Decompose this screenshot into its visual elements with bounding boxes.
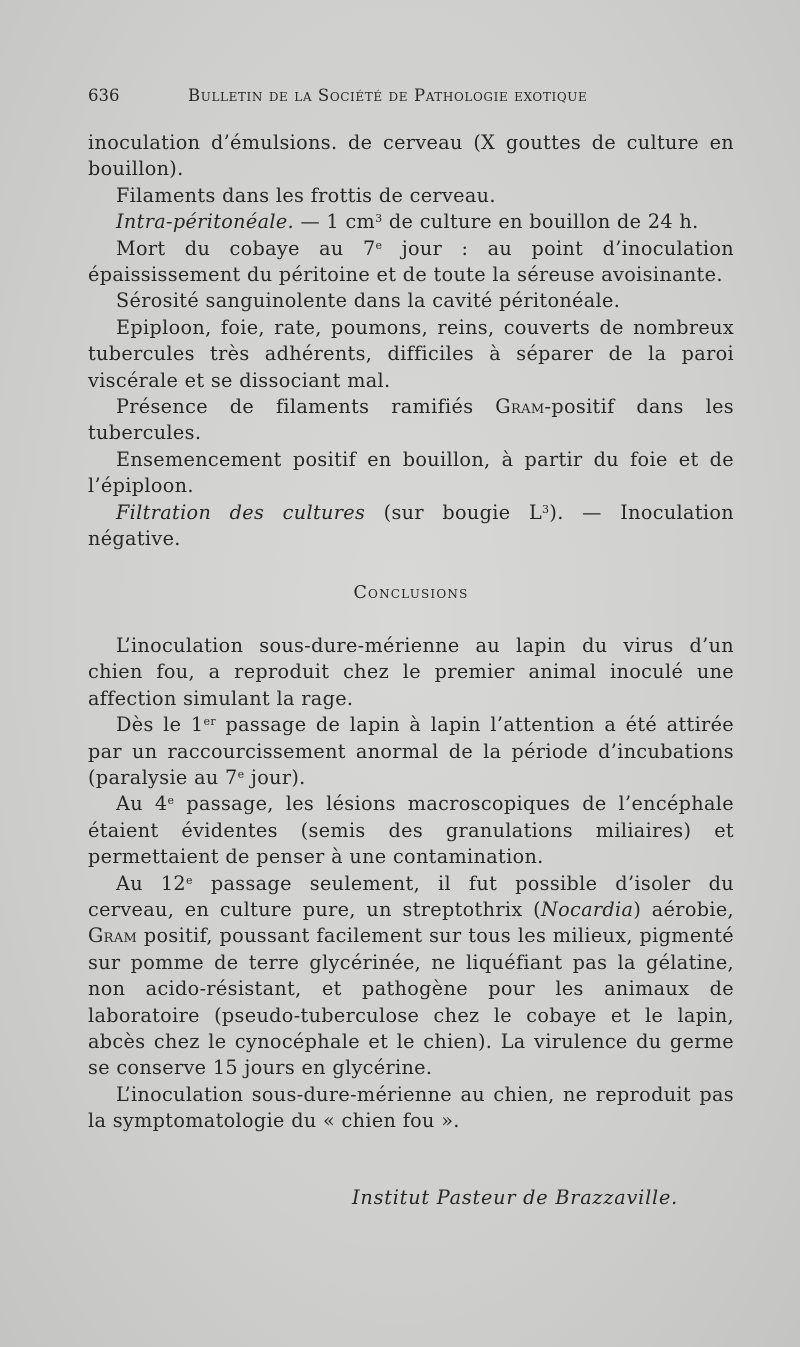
- paragraph: [88, 712, 734, 791]
- running-head: [88, 86, 736, 110]
- superscript: e: [237, 767, 245, 781]
- journal-title: Bulletin de la Société de Pathologie exotique: [188, 86, 588, 105]
- paragraph: [88, 394, 734, 447]
- paragraph-text: positif, poussant facilement sur tous les milieux, pigmenté sur pomme de terre glycérinée, ne liquéfiant pas la gélatine, non acido-résistant, et pathogène pour les animaux de laboratoire (pseudo-tuberculose chez le cobaye et le lapin, abcès chez le cynocéphale et le chien). La virulence du germe se conserve 15 jours en glycérine.: [88, 924, 734, 1080]
- paragraph-text: inoculation d’émulsions. de cerveau (X gouttes de culture en bouillon).: [88, 131, 734, 181]
- paragraph-text: Filaments dans les frottis de cerveau.: [116, 183, 496, 207]
- paragraph-text: (sur bougie L: [365, 500, 543, 524]
- paragraph: [88, 130, 734, 183]
- paragraph-text: ). — Inoculation négative.: [88, 500, 734, 551]
- paragraph-text: passage seulement, il fut possible d’isoler du cerveau, en culture pure, un streptothrix (: [88, 871, 734, 921]
- route-label: Intra-péritonéale.: [116, 210, 294, 234]
- small-caps-text: Gram: [495, 395, 545, 419]
- page-number: 636: [88, 86, 120, 105]
- paragraph-text: Mort du cobaye au 7: [116, 236, 376, 260]
- article-body: [88, 130, 734, 1211]
- superscript: er: [203, 715, 216, 729]
- small-caps-text: Gram: [88, 924, 138, 948]
- paragraph-text: Ensemencement positif en bouillon, à partir du foie et de l’épiploon.: [88, 447, 734, 498]
- paragraph-text: jour).: [244, 765, 306, 789]
- paragraph-text: — 1 cm: [294, 210, 376, 234]
- species-name: Nocardia: [540, 897, 634, 921]
- paragraph-text: -positif dans les tubercules.: [88, 395, 734, 445]
- paragraph-text: L’inoculation sous-dure-mérienne au chien, ne reproduit pas la symptomatologie du « chien fou ».: [88, 1082, 734, 1133]
- paragraph-text: Au 4: [116, 792, 168, 816]
- paragraph: [88, 791, 734, 870]
- superscript: e: [186, 873, 193, 887]
- superscript: e: [167, 794, 175, 808]
- paragraph-text: de culture en bouillon de 24 h.: [382, 210, 699, 234]
- superscript: 3: [375, 212, 383, 226]
- paragraph: [88, 288, 734, 314]
- paragraph: [88, 871, 734, 1082]
- paragraph-text: jour : au point d’inoculation épaississement du péritoine et de toute la séreuse avoisinante.: [88, 236, 734, 287]
- section-heading: Conclusions: [353, 582, 469, 603]
- paragraph-text: passage de lapin à lapin l’attention a été attirée par un raccourcissement anormal de la période d’incubations (paralysie au 7: [88, 713, 734, 789]
- paragraph: [88, 447, 734, 500]
- section-label: Filtration des cultures: [116, 500, 366, 524]
- superscript: e: [375, 238, 383, 252]
- paragraph: [88, 633, 734, 712]
- paragraph-text: Sérosité sanguinolente dans la cavité péritonéale.: [116, 289, 621, 313]
- institution-signature: Institut Pasteur de Brazzaville.: [352, 1185, 678, 1209]
- paragraph-text: Epiploon, foie, rate, poumons, reins, couverts de nombreux tubercules très adhérents, difficiles à séparer de la paroi viscérale et se dissociant mal.: [88, 315, 734, 392]
- superscript: 3: [542, 502, 550, 516]
- paragraph-text: Présence de filaments ramifiés: [116, 395, 496, 419]
- paragraph: [88, 315, 734, 394]
- paragraph: [88, 183, 734, 209]
- paragraph: [88, 236, 734, 289]
- paragraph-text: Au 12: [116, 871, 186, 895]
- paragraph: [88, 209, 734, 235]
- paragraph-text: L’inoculation sous-dure-mérienne au lapin du virus d’un chien fou, a reproduit chez le premier animal inoculé une affection simulant la rage.: [88, 633, 734, 710]
- paragraph-text: Dès le 1: [116, 713, 204, 737]
- paragraph-text: passage, les lésions macroscopiques de l’encéphale étaient évidentes (semis des granulations miliaires) et permettaient de penser à une contamination.: [88, 792, 734, 869]
- paragraph-text: ) aérobie,: [633, 897, 734, 921]
- paragraph: [88, 1082, 734, 1135]
- paragraph: [88, 500, 734, 553]
